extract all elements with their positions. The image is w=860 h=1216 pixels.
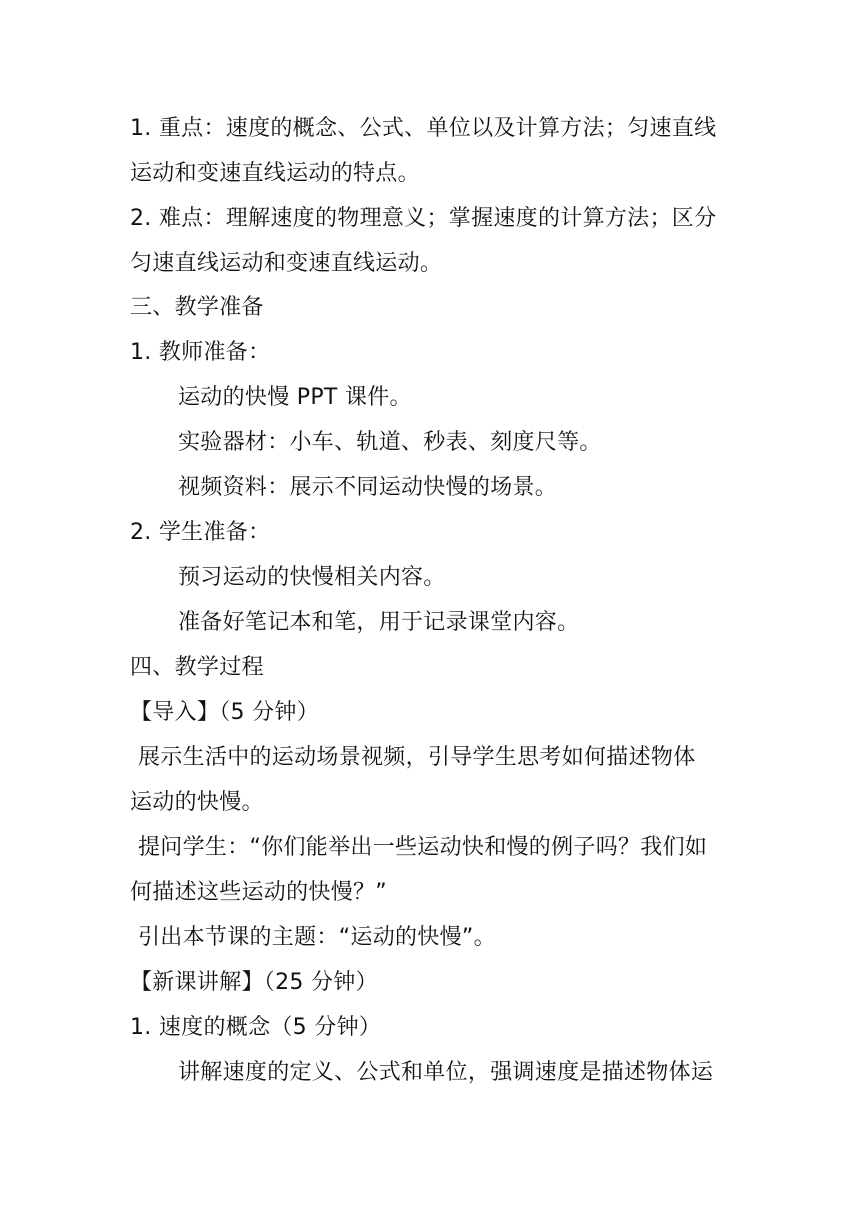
section-heading-preparation: 三、教学准备 <box>130 295 264 320</box>
new-lesson-heading: 【新课讲解】（25 分钟） <box>130 970 378 995</box>
key-points-line-2: 运动和变速直线运动的特点。 <box>130 161 420 186</box>
intro-paragraph-2-line-2: 何描述这些运动的快慢？” <box>130 880 387 905</box>
teacher-item-courseware: 运动的快慢 PPT 课件。 <box>178 385 412 410</box>
speed-concept-heading: 1. 速度的概念（5 分钟） <box>130 1015 382 1040</box>
intro-heading: 【导入】（5 分钟） <box>130 700 319 725</box>
intro-paragraph-1-line-2: 运动的快慢。 <box>130 790 264 815</box>
intro-paragraph-1-line-1: 展示生活中的运动场景视频，引导学生思考如何描述物体 <box>138 745 696 770</box>
teacher-item-video: 视频资料：展示不同运动快慢的场景。 <box>178 475 558 500</box>
intro-paragraph-2-line-1: 提问学生：“你们能举出一些运动快和慢的例子吗？我们如 <box>138 835 708 860</box>
difficult-points-line-2: 匀速直线运动和变速直线运动。 <box>130 251 443 276</box>
key-points-line-1: 1. 重点：速度的概念、公式、单位以及计算方法；匀速直线 <box>130 116 717 141</box>
student-preparation-heading: 2. 学生准备： <box>130 520 271 545</box>
teacher-item-equipment: 实验器材：小车、轨道、秒表、刻度尺等。 <box>178 430 602 455</box>
section-heading-process: 四、教学过程 <box>130 655 264 680</box>
student-item-notebook: 准备好笔记本和笔，用于记录课堂内容。 <box>178 610 580 635</box>
speed-concept-paragraph: 讲解速度的定义、公式和单位，强调速度是描述物体运 <box>178 1060 714 1085</box>
intro-paragraph-3: 引出本节课的主题：“运动的快慢”。 <box>138 925 496 950</box>
teacher-preparation-heading: 1. 教师准备： <box>130 340 271 365</box>
student-item-preview: 预习运动的快慢相关内容。 <box>178 565 446 590</box>
difficult-points-line-1: 2. 难点：理解速度的物理意义；掌握速度的计算方法；区分 <box>130 206 717 231</box>
